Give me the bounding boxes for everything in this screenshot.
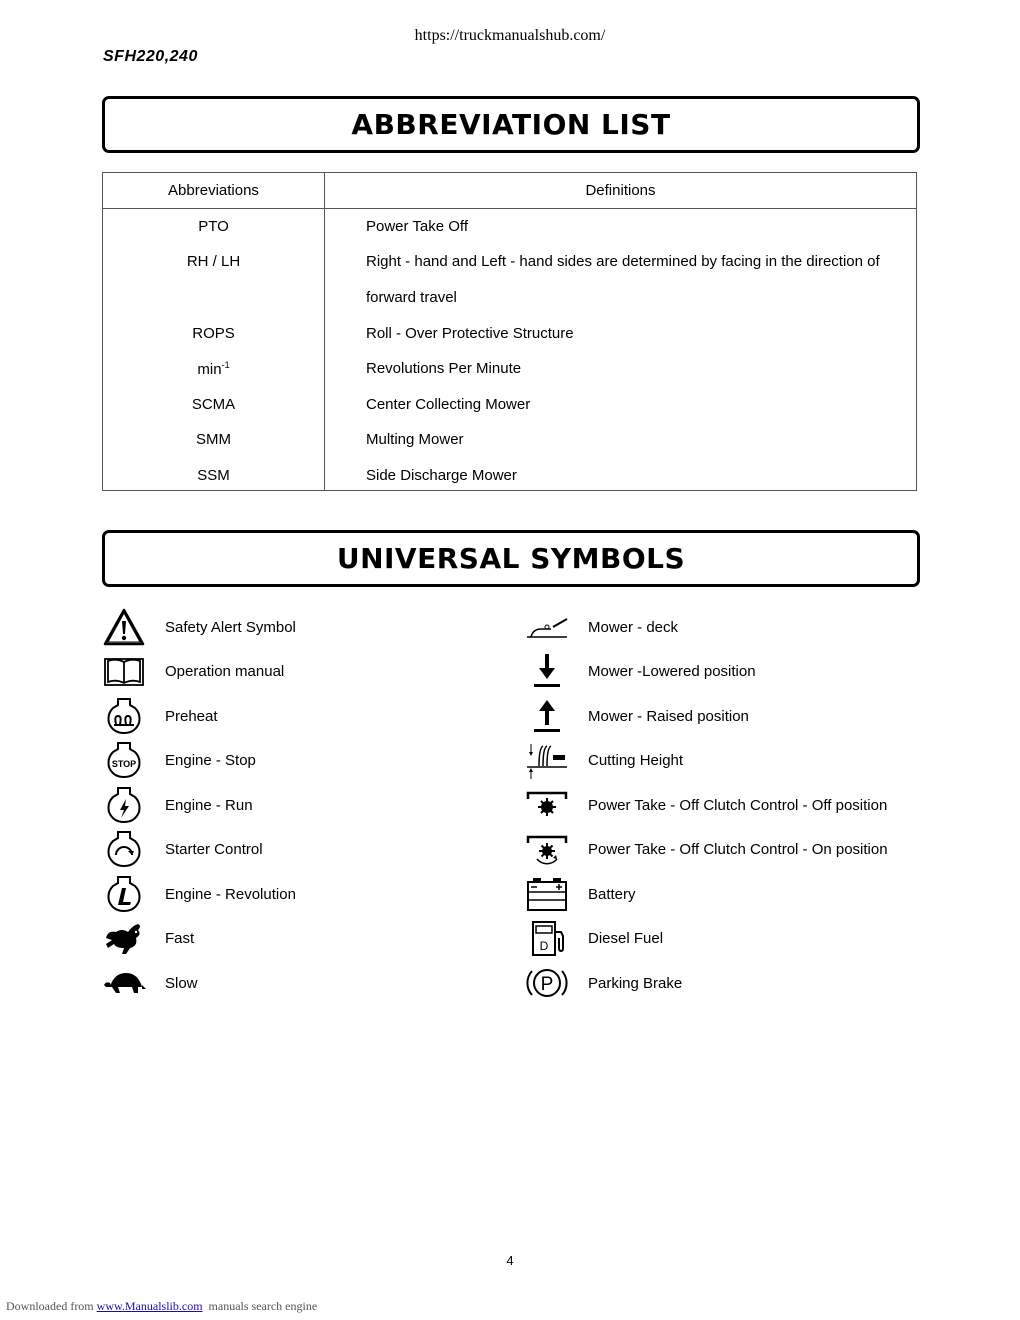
- footer: [6, 1299, 317, 1314]
- def-smm: Multing Mower: [366, 431, 464, 448]
- rabbit-fast-icon: [102, 918, 146, 958]
- starter-control-icon: [102, 829, 146, 869]
- label-battery: Battery: [588, 886, 636, 903]
- cutting-height-icon: [525, 740, 569, 780]
- safety-alert-icon: [102, 607, 146, 647]
- engine-run-icon: [102, 785, 146, 825]
- def-rh-lh: Right - hand and Left - hand sides are determined by facing in the direction of: [366, 253, 880, 270]
- abbr-rops: ROPS: [192, 325, 235, 342]
- label-diesel-fuel: Diesel Fuel: [588, 930, 664, 947]
- abbr-min-exponent: -1: [221, 360, 230, 370]
- label-mower-raised: Mower - Raised position: [588, 708, 749, 725]
- mower-raised-icon: [525, 696, 569, 736]
- label-cutting-height: Cutting Height: [588, 752, 684, 769]
- label-parking-brake: Parking Brake: [588, 975, 683, 992]
- label-engine-revolution: Engine - Revolution: [165, 886, 296, 903]
- abbreviation-list-title: ABBREVIATION LIST: [102, 96, 920, 153]
- label-engine-stop: Engine - Stop: [165, 752, 256, 769]
- operation-manual-icon: [102, 651, 146, 691]
- label-safety-alert: Safety Alert Symbol: [165, 619, 296, 636]
- universal-symbols-title: UNIVERSAL SYMBOLS: [102, 530, 920, 587]
- engine-revolution-icon: [102, 874, 146, 914]
- battery-icon: [525, 874, 569, 914]
- label-pto-off: Power Take - Off Clutch Control - Off position: [588, 797, 888, 814]
- def-rh-lh-continued: forward travel: [366, 289, 457, 306]
- page-number: 4: [506, 1253, 514, 1268]
- abbr-scma: SCMA: [191, 396, 236, 413]
- parking-brake-icon-text: P: [540, 974, 554, 995]
- turtle-slow-icon: [102, 963, 146, 1003]
- label-operation-manual: Operation manual: [165, 663, 285, 680]
- label-slow: Slow: [165, 975, 198, 992]
- diesel-fuel-icon: [525, 918, 569, 958]
- table-column-divider: [324, 173, 325, 490]
- mower-deck-icon: [525, 607, 569, 647]
- parking-brake-icon: [525, 963, 569, 1003]
- label-preheat: Preheat: [165, 708, 218, 725]
- engine-stop-icon: [102, 740, 146, 780]
- label-pto-on: Power Take - Off Clutch Control - On position: [588, 841, 888, 858]
- manualslib-link[interactable]: www.Manualslib.com: [96, 1299, 203, 1313]
- column-header-definitions: Definitions: [585, 182, 656, 199]
- def-rops: Roll - Over Protective Structure: [366, 325, 574, 342]
- abbr-pto: PTO: [198, 218, 229, 235]
- label-engine-run: Engine - Run: [165, 797, 253, 814]
- abbreviation-table: [102, 172, 917, 491]
- table-header-divider: [103, 208, 916, 209]
- diesel-fuel-icon-text: D: [539, 939, 549, 953]
- abbr-min-base: min: [197, 361, 222, 378]
- preheat-icon: [102, 696, 146, 736]
- abbr-smm: SMM: [196, 431, 231, 448]
- label-fast: Fast: [165, 930, 195, 947]
- pto-off-icon: [525, 785, 569, 825]
- def-min: Revolutions Per Minute: [366, 360, 522, 377]
- pto-on-icon: [525, 829, 569, 869]
- label-mower-lowered: Mower -Lowered position: [588, 663, 756, 680]
- mower-lowered-icon: [525, 651, 569, 691]
- def-pto: Power Take Off: [366, 218, 468, 235]
- abbr-ssm: SSM: [197, 467, 230, 484]
- label-mower-deck: Mower - deck: [588, 619, 679, 636]
- label-starter-control: Starter Control: [165, 841, 263, 858]
- footer-suffix: manuals search engine: [208, 1299, 318, 1313]
- column-header-abbreviations: Abbreviations: [168, 182, 259, 199]
- footer-prefix: Downloaded from: [6, 1299, 94, 1313]
- source-url: https://truckmanualshub.com/: [414, 27, 606, 44]
- abbr-rh-lh: RH / LH: [186, 253, 241, 270]
- engine-stop-icon-text: STOP: [111, 759, 137, 769]
- def-scma: Center Collecting Mower: [366, 396, 531, 413]
- model-name: SFH220,240: [103, 48, 198, 65]
- def-ssm: Side Discharge Mower: [366, 467, 517, 484]
- abbr-min: [103, 360, 324, 378]
